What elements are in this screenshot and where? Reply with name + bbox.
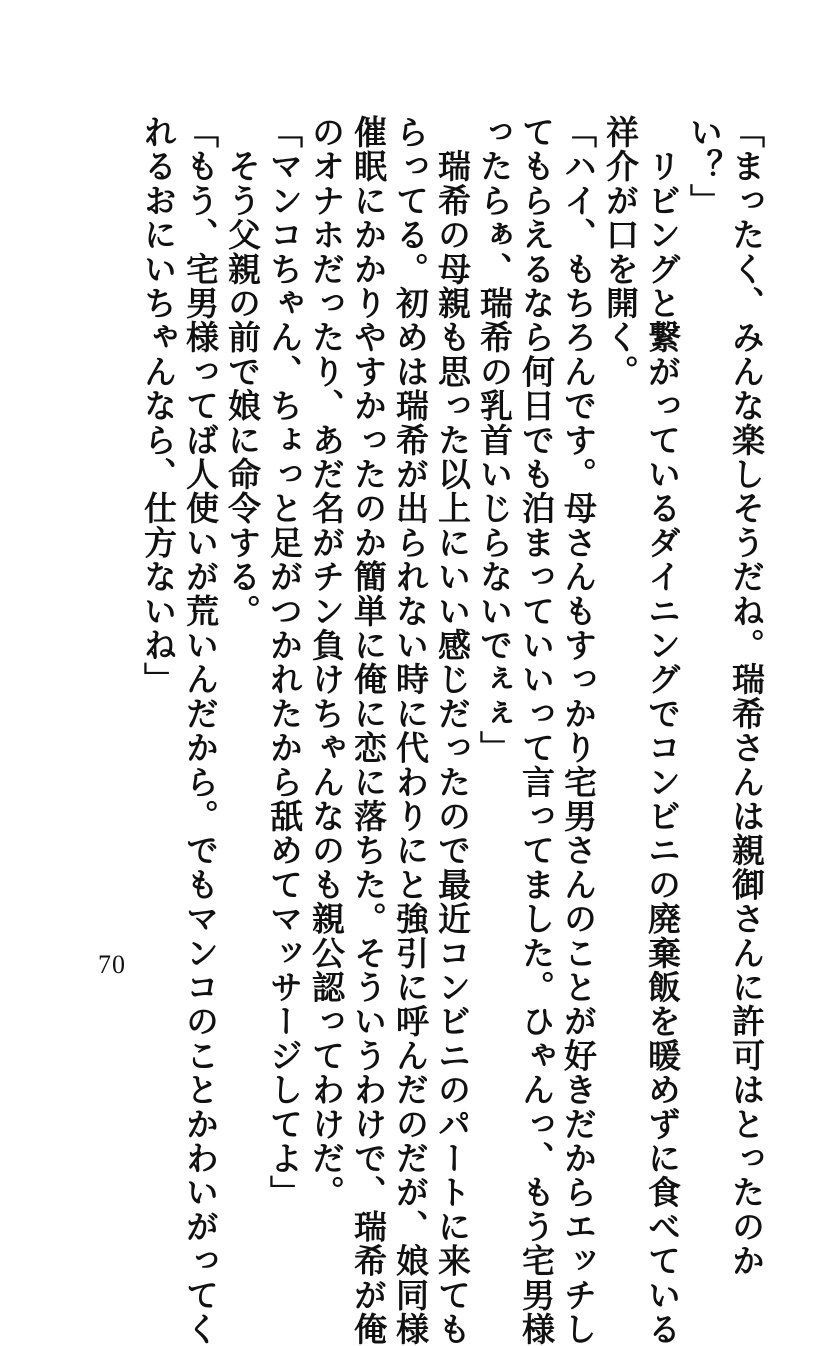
text-line: てもらえるなら何日でも泊まっていいって言ってました。ひゃんっ、もう宅男様	[517, 115, 556, 1346]
text-line: そう父親の前で娘に命令する。	[223, 115, 262, 628]
text-line: 「もう、宅男様ってば人使いが荒いんだから。でもマンコのことかわいがってく	[181, 115, 220, 1346]
text-line: リビングと繋がっているダイニングでコンビニの廃棄飯を暖めずに食べている	[643, 115, 682, 1346]
text-line: れるおにいちゃんなら、仕方ないね」	[139, 115, 178, 697]
text-line: 瑞希の母親も思った以上にいい感じだったので最近コンビニのパートに来ても	[433, 115, 472, 1346]
text-line: らってる。初めは瑞希が出られない時に代わりにと強引に呼んだのだが、娘同様	[391, 115, 430, 1346]
vertical-text-body	[137, 115, 767, 1346]
text-line: ったらぁ、瑞希の乳首いじらないでぇぇ」	[475, 115, 514, 765]
text-line: 催眠にかかりやすかったのか簡単に俺に恋に落ちた。そういうわけで、瑞希が俺	[349, 115, 388, 1346]
text-line: 「ハイ、もちろんです。母さんもすっかり宅男さんのことが好きだからエッチし	[559, 115, 598, 1346]
text-line: い？」	[685, 115, 724, 218]
text-line: 祥介が口を開く。	[601, 115, 640, 389]
page-number: 70	[98, 950, 126, 979]
text-line: 「まったく、みんな楽しそうだね。瑞希さんは親御さんに許可はとったのか	[727, 115, 766, 1278]
text-line: 「マンコちゃん、ちょっと足がつかれたから舐めてマッサージしてよ」	[265, 115, 304, 1210]
text-line: のオナホだったり、あだ名がチン負けちゃんなのも親公認ってわけだ。	[307, 115, 346, 1210]
